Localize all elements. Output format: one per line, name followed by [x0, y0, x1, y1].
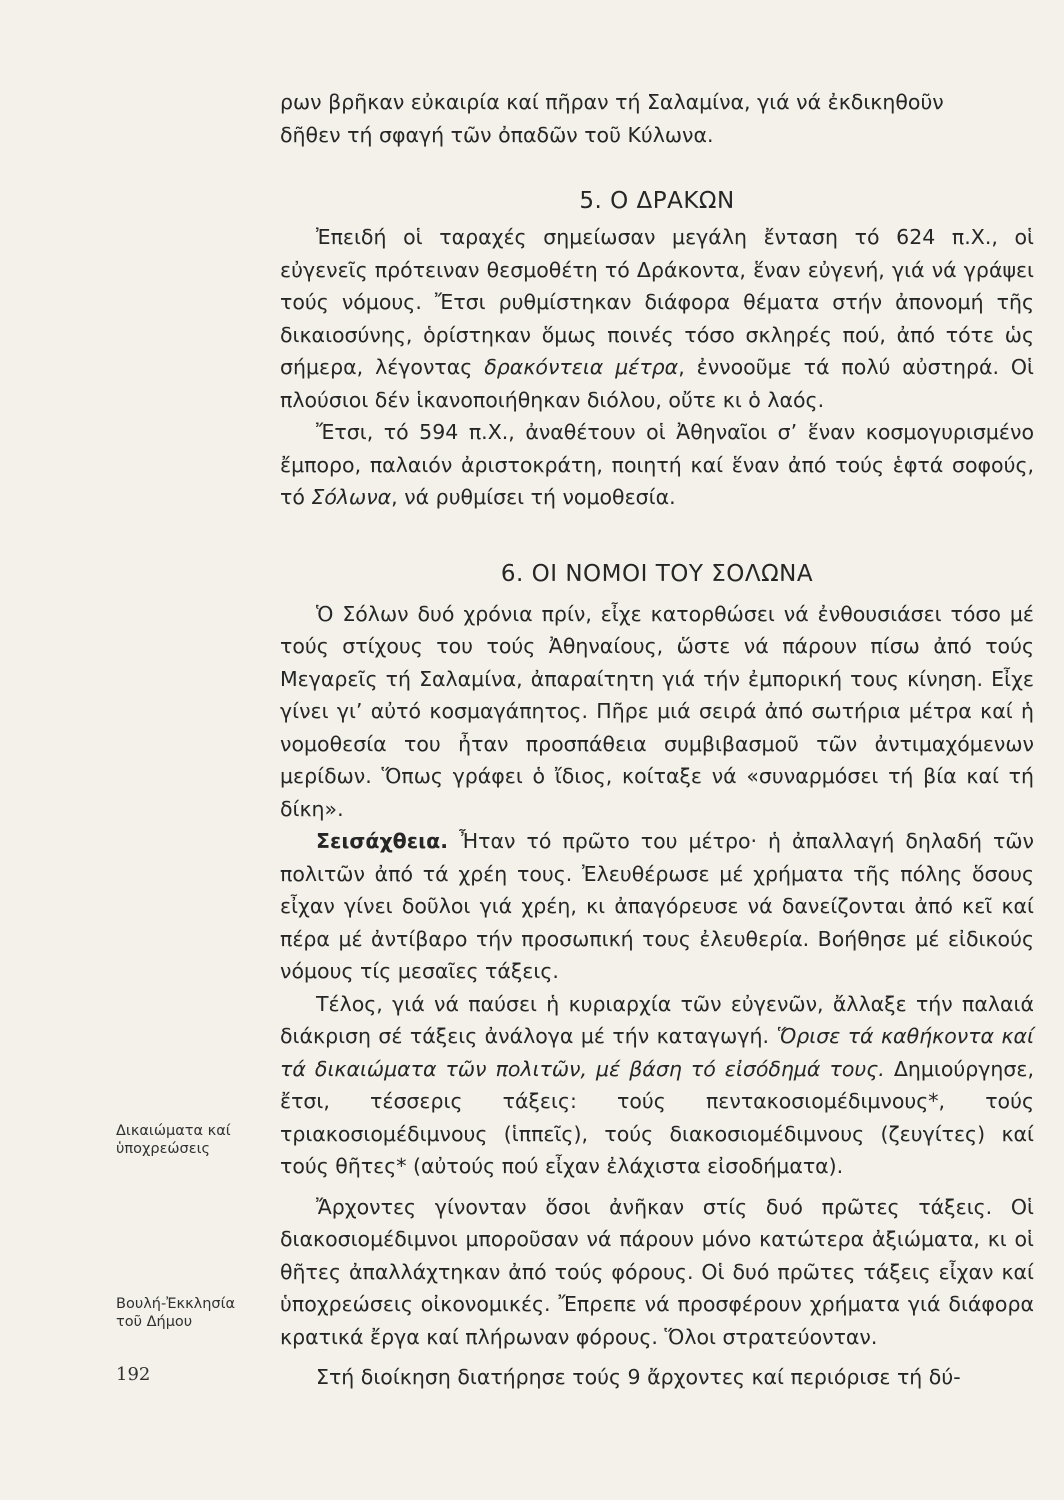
paragraph-archons: Ἄρχοντες γίνονταν ὅσοι ἀνῆκαν στίς δυό πρῶτες τάξεις. Οἱ διακοσιομέδιμνοι μποροῦσαν νά πάρουν μόνο κατώτερα ἀξιώματα, κι οἱ θῆτες ἀπαλλάχτηκαν ἀπό τούς φόρους. Οἱ δυό πρῶτες τάξεις εἶχαν καί ὑποχρεώσεις οἰκονομικές. Ἔπρεπε νά προσφέρουν χρήματα γιά διάφορα κρατικά ἔργα καί πλήρωναν φόρους. Ὅλοι στρατεύονταν. — [280, 1194, 1034, 1349]
paragraph-solon-appointed: Ἔτσι, τό 594 π.Χ., ἀναθέτουν οἱ Ἀθηναῖοι σ’ ἕναν κοσμογυρισμένο ἔμπορο, παλαιόν ἀριστοκράτη, ποιητή καί ἕναν ἀπό τούς ἑφτά σοφούς, τό Σόλωνα, νά ρυθμίσει τή νομοθεσία. — [280, 420, 1034, 509]
margin-note-boule-ekklesia: Βουλή-Ἐκκλησία τοῦ Δήμου — [116, 1296, 236, 1330]
paragraph-seisachtheia: Σεισάχθεια. Ἦταν τό πρῶτο του μέτρο· ἡ ἀπαλλαγή δηλαδή τῶν πολιτῶν ἀπό τά χρέη τους. Ἐλευθέρωσε μέ χρήματα τῆς πόλης ὅσους εἶχαν γίνει δοῦλοι γιά χρέη, κι ἀπαγόρευσε νά δανείζονται ἀπό κεῖ καί πέρα μέ ἀντίβαρο τήν προσωπική τους ἐλευθερία. Βοήθησε μέ εἰδικούς νόμους τίς μεσαῖες τάξεις. — [280, 829, 1034, 983]
paragraph-administration: Στή διοίκηση διατήρησε τούς 9 ἄρχοντες καί περιόρισε τή δύ- — [316, 1365, 961, 1389]
main-text-column — [280, 86, 1034, 1394]
emphasis-solon: Σόλωνα — [311, 485, 392, 509]
paragraph-solon-salamis: Ὁ Σόλων δυό χρόνια πρίν, εἶχε κατορθώσει νά ἐνθουσιάσει τόσο μέ τούς στίχους του τούς Ἀθηναίους, ὥστε νά πάρουν πίσω ἀπό τούς Μεγαρεῖς τή Σαλαμίνα, ἀπαραίτητη γιά τήν ἐμπορική τους κίνηση. Εἶχε γίνει γι’ αὐτό κοσμαγάπητος. Πῆρε μιά σειρά ἀπό σωτήρια μέτρα καί ἡ νομοθεσία του ἦταν προσπάθεια συμβιβασμοῦ τῶν ἀντιμαχόμενων μερίδων. Ὅπως γράφει ὁ ἴδιος, κοίταξε νά «συναρμόσει τή βία καί τή δίκη». — [280, 601, 1034, 821]
term-seisachtheia: Σεισάχθεια. — [316, 829, 449, 853]
continuation-line-2: δῆθεν τή σφαγή τῶν ὀπαδῶν τοῦ Κύλωνα. — [280, 122, 714, 147]
emphasis-draconian-measures: δρακόντεια μέτρα — [484, 355, 679, 379]
heading-drakon: 5. Ο ΔΡΑΚΩΝ — [579, 188, 735, 214]
margin-note-rights-duties: Δικαιώματα καί ὑποχρεώσεις — [116, 1123, 231, 1157]
paragraph-drakon-laws: Ἐπειδή οἱ ταραχές σημείωσαν μεγάλη ἔνταση τό 624 π.Χ., οἱ εὐγενεῖς πρότειναν θεσμοθέτη τό Δράκοντα, ἕναν εὐγενή, γιά νά γράψει τούς νόμους. Ἔτσι ρυθμίστηκαν διάφορα θέματα στήν ἀπονομή τῆς δικαιοσύνης, ὁρίστηκαν ὅμως ποινές τόσο σκληρές πού, ἀπό τότε ὡς σήμερα, λέγοντας δρακόντεια μέτρα, ἐννοοῦμε τά πολύ αὐστηρά. Οἱ πλούσιοι δέν ἱκανοποιήθηκαν διόλου, οὔτε κι ὁ λαός. — [280, 225, 1034, 412]
paragraph-four-classes: Τέλος, γιά νά παύσει ἡ κυριαρχία τῶν εὐγενῶν, ἄλλαξε τήν παλαιά διάκριση σέ τάξεις ἀνάλογα μέ τήν καταγωγή. Ὅρισε τά καθήκοντα καί τά δικαιώματα τῶν πολιτῶν, μέ βάση τό εἰσόδημά τους. Δημιούργησε, ἔτσι, τέσσερις τάξεις: τούς πεντακοσιομέδιμνους*, τούς τριακοσιομέδιμνους (ἱππεῖς), τούς διακοσιομέδιμνους (ζευγίτες) καί τούς θῆτες* (αὐτούς πού εἶχαν ἐλάχιστα εἰσοδήματα). — [280, 991, 1034, 1178]
page-number: 192 — [116, 1364, 151, 1385]
continuation-line-1: ρων βρῆκαν εὐκαιρία καί πῆραν τή Σαλαμίνα, γιά νά ἐκδικηθοῦν — [280, 90, 944, 114]
emphasis-duties-rights: Ὅρισε τά καθήκοντα καί τά δικαιώματα τῶν πολιτῶν, μέ βάση τό εἰσόδημά τους. — [280, 1024, 1034, 1081]
heading-solon-laws: 6. ΟΙ ΝΟΜΟΙ ΤΟΥ ΣΟΛΩΝΑ — [500, 560, 814, 587]
